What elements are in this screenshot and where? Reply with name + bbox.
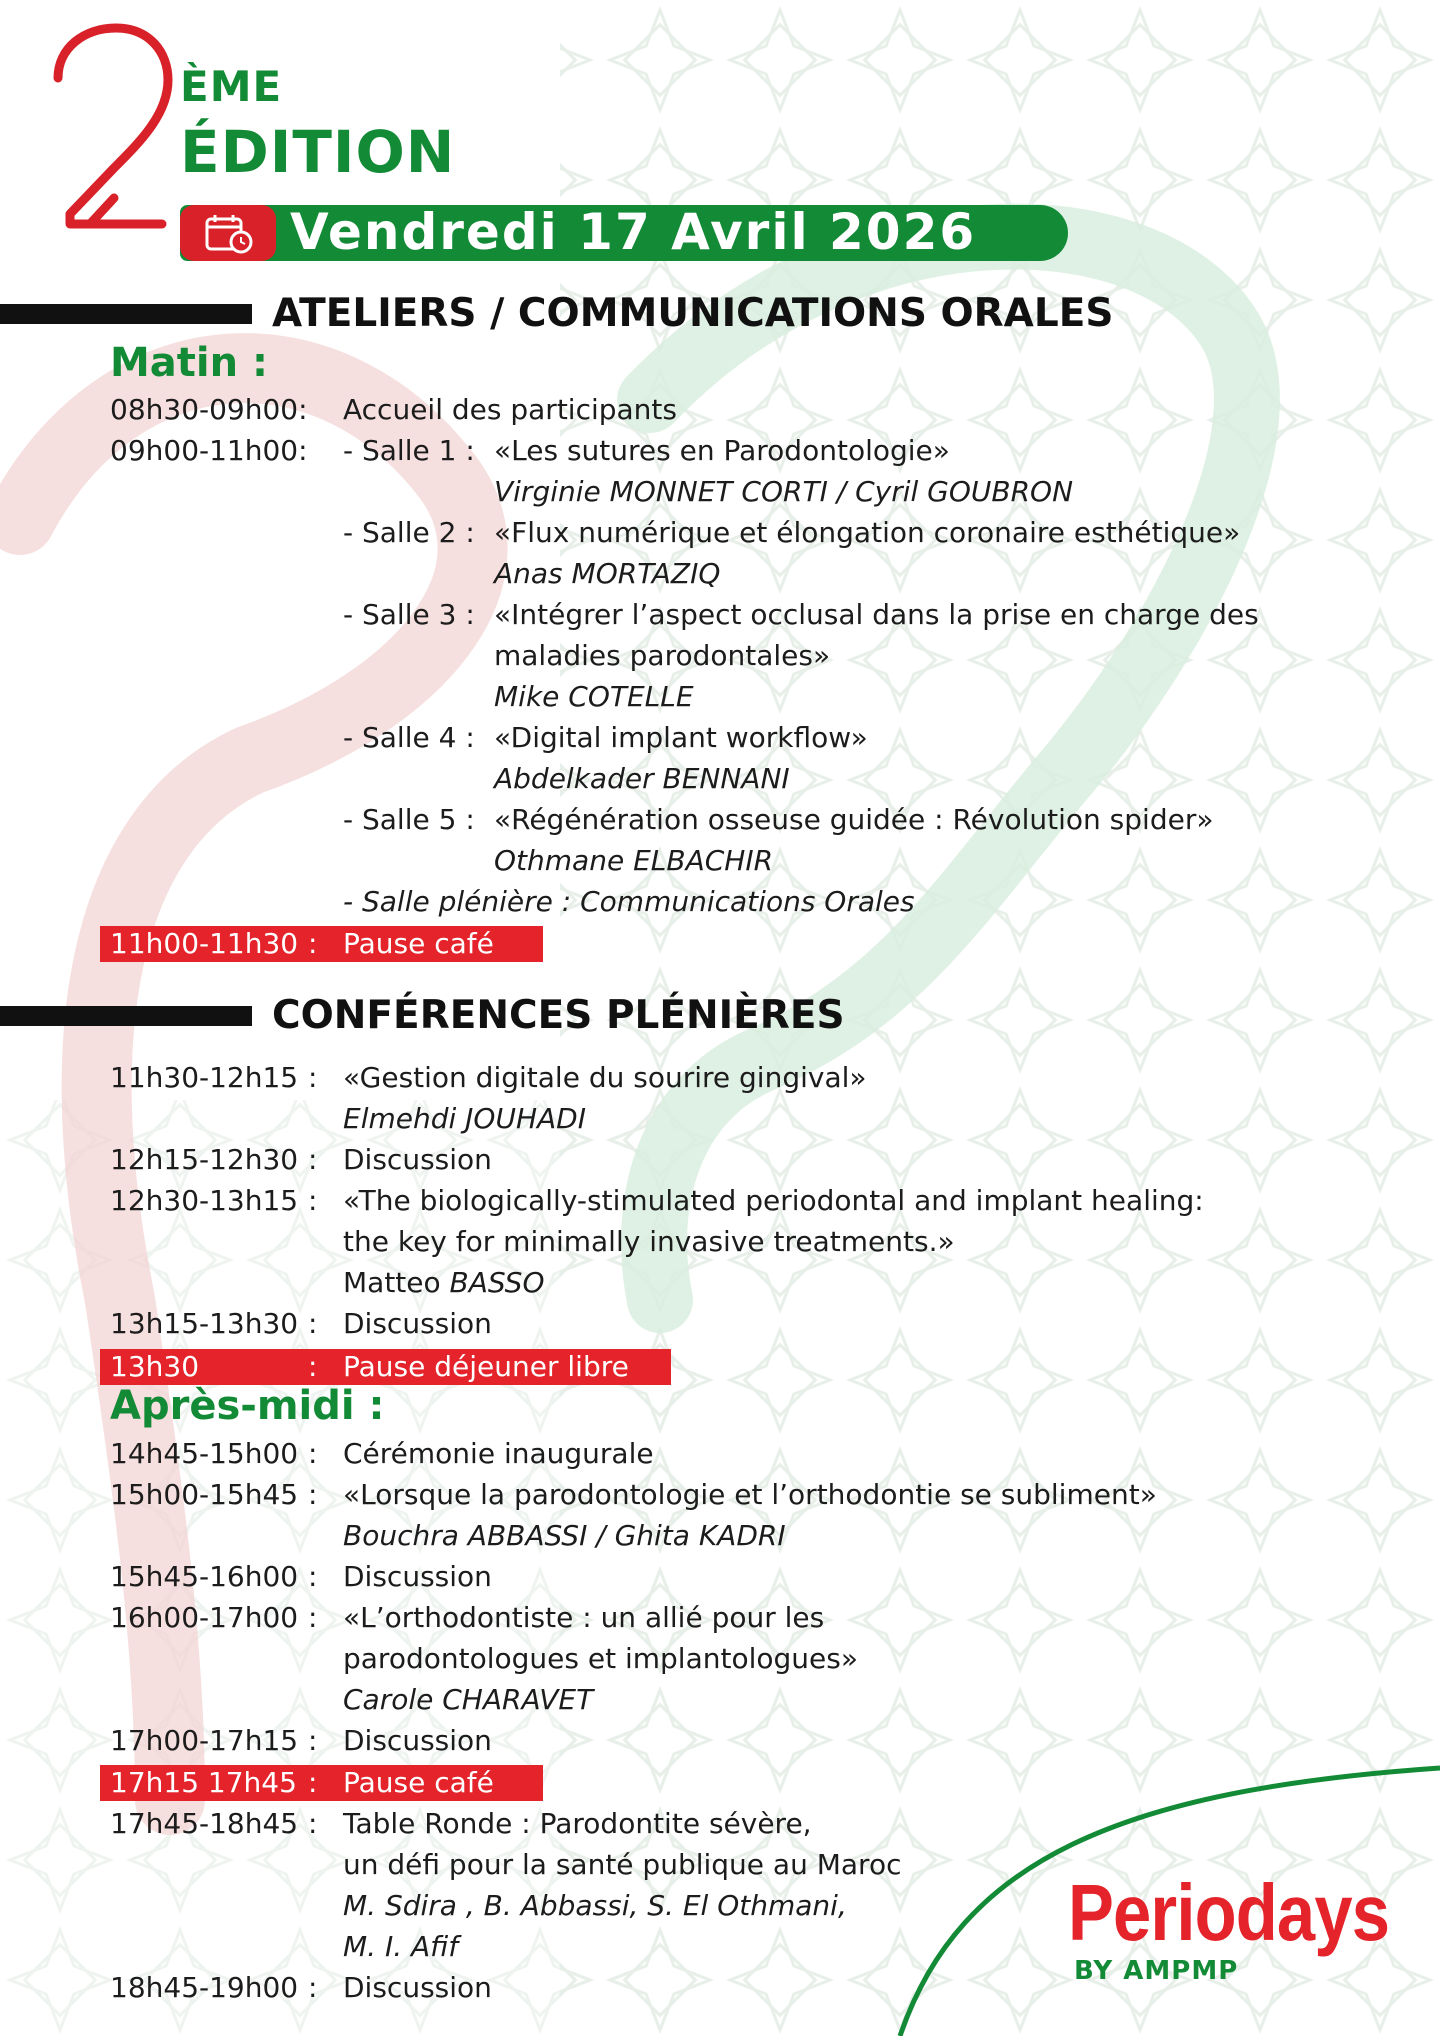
section-title: CONFÉRENCES PLÉNIÈRES (272, 993, 845, 1038)
logo-subtitle: BY AMPMP (1074, 1956, 1239, 1986)
section-conferences (0, 992, 1440, 1040)
section-title: ATELIERS / COMMUNICATIONS ORALES (272, 291, 1114, 336)
period-matin: Matin : (110, 340, 269, 386)
edition-label: ÉDITION (180, 118, 456, 186)
section-ateliers (0, 290, 1440, 338)
edition-number-icon (44, 18, 174, 258)
calendar-icon (180, 205, 276, 261)
section-bar (0, 1006, 252, 1026)
periodays-logo: Periodays (1068, 1868, 1390, 1957)
event-date: Vendredi 17 Avril 2026 (290, 203, 977, 261)
section-bar (0, 304, 252, 324)
period-apres-midi: Après-midi : (110, 1383, 385, 1429)
edition-ordinal: ÈME (180, 62, 283, 111)
